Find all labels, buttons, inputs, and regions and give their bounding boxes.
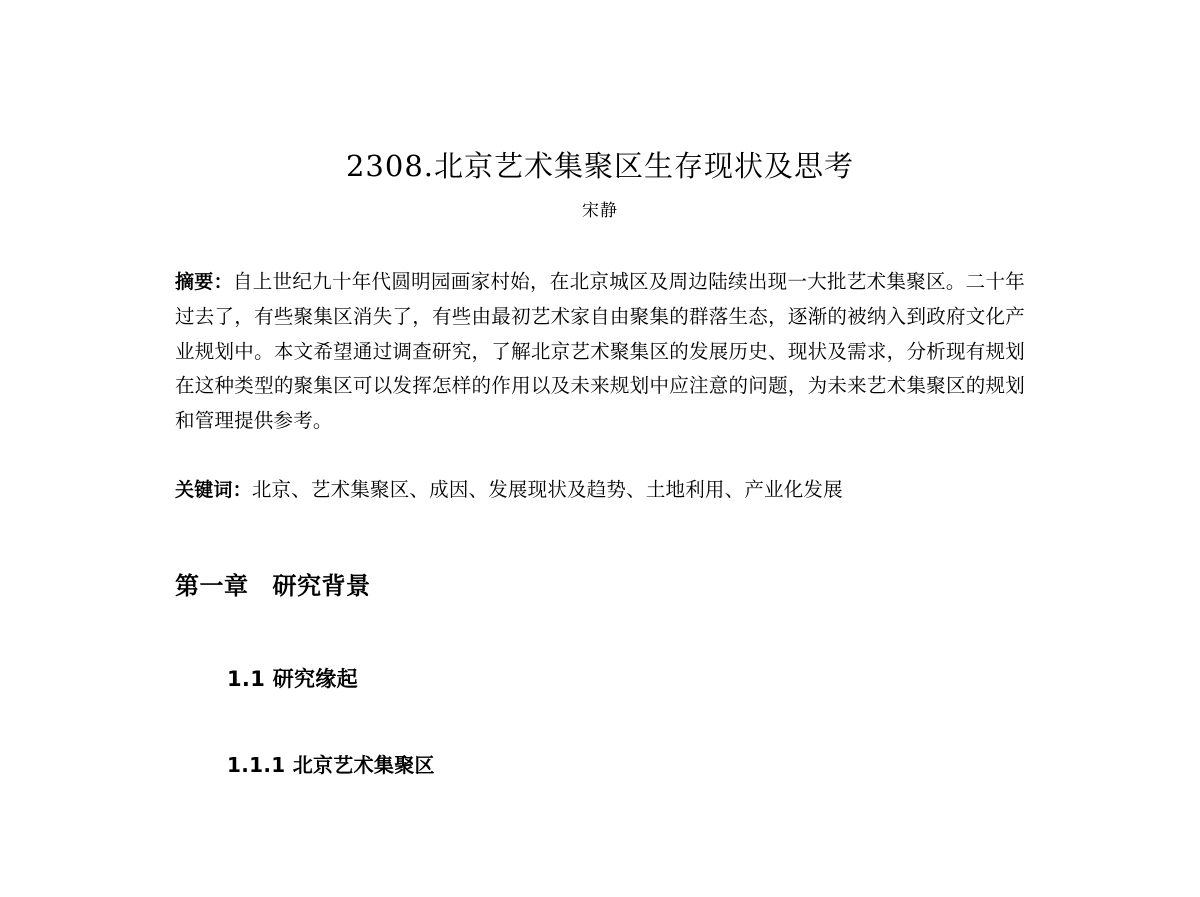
- chapter-title: 研究背景: [272, 571, 371, 600]
- abstract-text: 自上世纪九十年代圆明园画家村始，在北京城区及周边陆续出现一大批艺术集聚区。二十年过去了，有些聚集区消失了，有些由最初艺术家自由聚集的群落生态，逐渐的被纳入到政府文化产业规划中。本文希望通过调查研究，了解北京艺术聚集区的发展历史、现状及需求，分析现有规划在这种类型的聚集区可以发挥怎样的作用以及未来规划中应注意的问题，为未来艺术集聚区的规划和管理提供参考。: [175, 270, 1025, 433]
- keywords-separator: ：: [232, 478, 252, 501]
- keywords-text: 北京、艺术集聚区、成因、发展现状及趋势、土地利用、产业化发展: [251, 477, 843, 501]
- author-name: 宋静: [582, 201, 618, 222]
- page-title: 2308.北京艺术集聚区生存现状及思考: [345, 149, 855, 183]
- abstract-block: [175, 265, 1025, 439]
- subsection-heading: 1.1.1 北京艺术集聚区: [227, 752, 435, 777]
- chapter-heading: [175, 508, 1025, 601]
- abstract-separator: ：: [213, 271, 233, 294]
- abstract-label: 摘要: [175, 271, 214, 294]
- keywords-block: [175, 473, 1025, 508]
- keywords-label: 关键词: [175, 478, 233, 501]
- section-heading: 1.1 研究缘起: [227, 666, 358, 691]
- chapter-number: 第一章: [175, 571, 249, 600]
